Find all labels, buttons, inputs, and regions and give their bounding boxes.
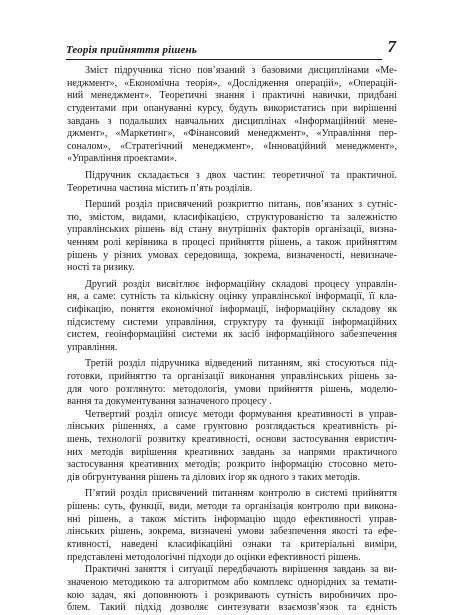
text-line: Третій розділ підручника відведений питанням, які стосуються під- xyxy=(85,358,397,370)
text-line: представлені методологічні підходи до оцінки ефективності рішень. xyxy=(67,551,361,563)
text-line: лінських рішеннях, а саме грунтовно розглядається креативність рі- xyxy=(67,421,397,433)
text-line: управління. xyxy=(67,341,118,353)
text-line: лінських рішень, зокрема, визначені умови забезпечення якості та ефе- xyxy=(67,526,397,538)
paragraph xyxy=(67,488,397,564)
page-number: 7 xyxy=(387,37,396,56)
paragraph xyxy=(67,65,397,166)
running-header-title: Теорія прийняття рішень xyxy=(66,44,197,56)
paragraph xyxy=(67,358,397,409)
text-line: управлінських рішень від стану внутрішніх факторів організації, визна- xyxy=(67,224,397,236)
text-line: них методів вирішення креативних завдань за напрями практичного xyxy=(67,446,397,458)
paragraph xyxy=(67,564,397,615)
text-line: систем, геоінформаційні системи як засіб інформаційного забезпечення xyxy=(67,329,397,341)
text-line: ний менеджмент». Теоретичні знання і практичні навички, придбані xyxy=(67,90,397,102)
text-line: соналом», «Стратегічний менеджмент», «Інноваційний менеджмент», xyxy=(67,140,397,152)
text-line: підсистему системи управління, структуру та функції інформаційних xyxy=(67,316,397,328)
text-line: тю, змістом, видами, класифікацією, структурованістю та залежністю xyxy=(67,211,397,223)
text-line: джмент», «Маркетинг», «Фінансовий менеджмент», «Управління пер- xyxy=(67,128,397,140)
text-line: «Управління проектами». xyxy=(67,153,177,165)
text-line: рішень у різних умовах середовища, зокрема, визначеності, невизначе- xyxy=(67,249,397,261)
text-line: значеною методикою та алгоритмом або комплекс однорідних за темати- xyxy=(67,576,397,588)
text-line: застосування креативних методів; розкрито інформацію стосовно мето- xyxy=(67,459,397,471)
text-line: ня, а саме: сутність та кількісну оцінку управлінської інформації, її кла- xyxy=(67,291,397,303)
running-header xyxy=(66,36,396,66)
body-text xyxy=(67,65,397,615)
text-line: Перший розділ присвячений розкриттю питань, пов’язаних з сутніс- xyxy=(85,199,397,210)
text-line: Практичні заняття і ситуації передбачають вирішення завдань за ви- xyxy=(85,564,397,576)
text-line: Теоретична частина містить п’ять розділів. xyxy=(67,182,253,194)
text-line: сифікацію, поняття економічної інформації, інформаційну складову як xyxy=(67,303,397,315)
paragraph xyxy=(67,279,397,355)
text-line: дів обгрунтування рішень та ділових ігор як одного з таких методів. xyxy=(67,472,360,484)
text-line: Четвертий розділ описує методи формування креативності в управ- xyxy=(85,408,397,420)
text-line: ченням ролі керівника в процесі прийняття рішень, а також прийняттям xyxy=(67,236,397,248)
paragraph xyxy=(67,409,397,485)
paragraph xyxy=(67,170,397,195)
text-line: П’ятий розділ присвячений питанням контролю в системі прийняття xyxy=(85,488,397,500)
text-line: Підручник складається з двох частин: теоретичної та практичної. xyxy=(85,169,397,181)
text-line: для чого розглянуто: методологія, умови прийняття рішень, моделю- xyxy=(67,383,397,395)
text-line: кою задач, які доповнюють і розкривають сутність виробничих про- xyxy=(67,589,397,601)
text-line: блем. Такий підхід дозволяє синтезувати взаємозв’язок та єдність xyxy=(67,602,397,614)
text-line: ності та ризику. xyxy=(67,262,135,274)
text-line: рішень: суть, функції, види, методи та організація контролю при викона- xyxy=(67,501,397,513)
text-line: шень, технології розвитку креативності, основи застосування евристич- xyxy=(67,434,397,446)
text-line: завдань з подальших навчальних дисциплінах «Інформаційний мене- xyxy=(67,115,397,127)
header-rule xyxy=(66,59,382,60)
text-line: вання та документування зазначеного процесу . xyxy=(67,396,272,408)
text-line: ктивності, наведені класифікаційні ознаки та критеріальні виміри, xyxy=(67,539,397,551)
paragraph xyxy=(67,199,397,275)
text-line: готовки, прийняттю та організації виконання управлінських рішень за- xyxy=(67,370,397,382)
text-line: Зміст підручника тісно пов’язаний з базовими дисциплінами «Ме- xyxy=(85,65,397,76)
text-line: нні рішень, а також містить інформацію щодо ефективності управ- xyxy=(67,513,397,525)
text-line: студентами при опануванні курсу, будуть використатись при вирішенні xyxy=(67,102,397,114)
text-line: Другий розділ висвітлює інформаційну складові процесу управлін- xyxy=(85,278,397,290)
text-line: неджмент», «Економічна теорія», «Дослідження операцій», «Операцій- xyxy=(67,77,397,89)
